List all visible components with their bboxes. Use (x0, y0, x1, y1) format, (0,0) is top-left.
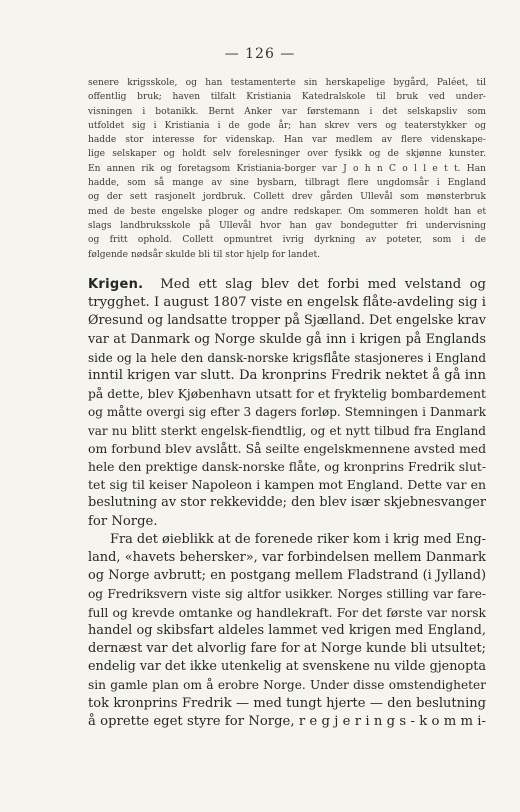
text-line: visningen i botanikk. Bernt Anker var førstemann i det selskapsliv som (88, 106, 486, 117)
text-line: lige selskaper og holdt selv forelesninger over fysikk og de skjønne kunster. (88, 149, 486, 160)
text-line: på dette, blev Kjøbenhavn utsatt for et fryktelig bombardement (88, 387, 486, 402)
small-print-paragraph (88, 76, 486, 262)
text-line: følgende nødsår skulde bli til stor hjelp for landet. (88, 249, 321, 260)
text-line: slags landbruksskole på Ullevål hvor han gav bondegutter fri undervisning (88, 220, 486, 231)
text-line: med de beste engelske ploger og andre redskaper. Om sommeren holdt han et (88, 206, 486, 217)
text-line-with-heading (88, 276, 486, 294)
text-line: hadde, som så mange av sine bysbarn, tilbragt flere ungdomsår i England (88, 178, 486, 189)
text-line: og fritt ophold. Collett opmuntret ivrig dyrkning av poteter, som i de (88, 235, 486, 246)
text-line: full og krevde omtanke og handlekraft. For det første var norsk (88, 605, 486, 620)
text-line: sin gamle plan om å erobre Norge. Under disse omstendigheter (88, 678, 486, 693)
text-line: Fra det øieblikk at de forenede riker kom i krig med Eng- (110, 531, 486, 547)
page-number: — 126 — (224, 46, 296, 62)
main-text (88, 276, 486, 731)
text-line: dernæst var det alvorlig fare for at Norge kunde bli utsultet; (88, 641, 486, 657)
text-line: endelig var det ikke utenkelig at svenskene nu vilde gjenopta (88, 659, 486, 675)
text-line: beslutning av stor rekkevidde; den blev især skjebnesvanger (88, 495, 486, 511)
text-line: og Norge avbrutt; en postgang mellem Fladstrand (i Jylland) (88, 568, 486, 584)
text-line: Med ett slag blev det forbi med velstand og (160, 277, 486, 292)
text-line: senere krigsskole, og han testamenterte sin herskapelige bygård, Paléet, til (88, 78, 486, 88)
text-line: og Fredriksvern viste sig altfor usikker. Norges stilling var fare- (88, 587, 486, 602)
text-line: om forbund blev avslått. Så seilte engelskmennene avsted med (88, 440, 486, 456)
text-line: trygghet. I august 1807 viste en engelsk flåte-avdeling sig i (88, 295, 486, 311)
text-line: handel og skibsfart aldeles lammet ved krigen med England, (88, 622, 486, 638)
text-line: tet sig til keiser Napoleon i kampen mot England. Dette var en (88, 477, 486, 493)
text-line: inntil krigen var slutt. Da kronprins Fredrik nektet å gå inn (88, 368, 486, 384)
text-line: for Norge. (88, 513, 158, 529)
text-line: var nu blitt sterkt engelsk-fiendtlig, og et nytt tilbud fra England (88, 423, 486, 438)
text-line: offentlig bruk; haven tilfalt Kristiania Katedralskole til bruk ved under- (88, 92, 486, 103)
text-line: tok kronprins Fredrik — med tungt hjerte — den beslutning (88, 695, 486, 711)
section-heading: Krigen. (88, 277, 144, 292)
text-line: land, «havets behersker», var forbindelsen mellem Danmark (88, 550, 486, 566)
text-line: og måtte overgi sig efter 3 dagers forløp. Stemningen i Danmark (88, 405, 486, 420)
text-line: og der sett rasjonelt jordbruk. Collett drev gården Ullevål som mønsterbruk (88, 192, 486, 203)
text-line: side og la hele den dansk-norske krigsflåte stasjoneres i England (88, 350, 486, 365)
text-line: utfoldet sig i Kristiania i de gode år; han skrev vers og teaterstykker og (88, 120, 486, 131)
text-line: En annen rik og foretagsom Kristiania-borger var J o h n C o l l e t t. Han (88, 163, 486, 174)
text-line: å oprette eget styre for Norge, r e g j e r i n g s - k o m m i- (88, 713, 486, 729)
text-line: Øresund og landsatte tropper på Sjælland. Det engelske krav (88, 313, 486, 329)
text-line: hele den prektige dansk-norske flåte, og kronprins Fredrik slut- (88, 460, 486, 475)
text-line: hadde stor interesse for videnskap. Han var medlem av flere videnskape- (88, 135, 486, 146)
text-line: var at Danmark og Norge skulde gå inn i krigen på Englands (88, 331, 486, 347)
